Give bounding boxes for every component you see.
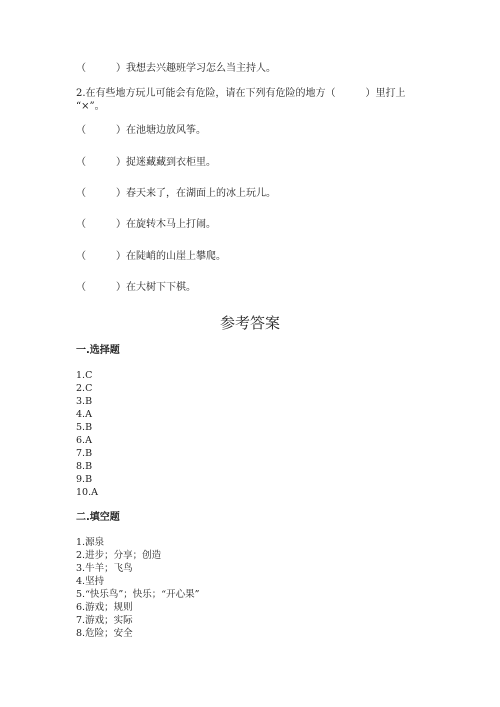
question-item-5: （ ）在陡峭的山崖上攀爬。 (76, 251, 226, 262)
answer-key-title: 参考答案 (219, 314, 280, 332)
question-item-3: （ ）春天来了，在湖面上的冰上玩儿。 (76, 188, 276, 199)
answer-fill-8: 8.危险；安全 (76, 628, 133, 639)
answer-choice-4: 4.A (76, 409, 92, 420)
answer-choice-10: 10.A (76, 487, 98, 498)
answer-fill-2: 2.进步；分享；创造 (76, 550, 162, 561)
answer-fill-7: 7.游戏；实际 (76, 615, 133, 626)
question-item-6: （ ）在大树下下棋。 (76, 282, 196, 293)
answer-fill-4: 4.坚持 (76, 576, 105, 587)
question-item-2: （ ）捉迷藏藏到衣柜里。 (76, 157, 216, 168)
answer-fill-1: 1.源泉 (76, 537, 105, 548)
question-item-4: （ ）在旋转木马上打闹。 (76, 219, 216, 230)
answer-choice-8: 8.B (76, 461, 93, 472)
answer-choice-1: 1.C (76, 370, 93, 381)
section-choice-heading: 一.选择题 (76, 345, 120, 356)
section-fill-heading: 二.填空题 (76, 512, 120, 523)
question-item-1: （ ）在池塘边放风筝。 (76, 125, 206, 136)
answer-choice-7: 7.B (76, 448, 93, 459)
answer-choice-9: 9.B (76, 474, 93, 485)
answer-fill-5: 5.“快乐鸟”；快乐；“开心果” (76, 589, 200, 600)
question-2-text: 2.在有些地方玩儿可能会有危险，请在下列有危险的地方（ ）里打上 (76, 88, 406, 99)
question-2-text-cont: “×”。 (76, 101, 105, 112)
answer-choice-3: 3.B (76, 396, 93, 407)
answer-choice-5: 5.B (76, 422, 93, 433)
answer-fill-3: 3.牛羊；飞鸟 (76, 563, 133, 574)
answer-choice-6: 6.A (76, 435, 92, 446)
answer-choice-2: 2.C (76, 383, 93, 394)
answer-fill-6: 6.游戏；规则 (76, 602, 133, 613)
question-item-prev: （ ）我想去兴趣班学习怎么当主持人。 (76, 63, 276, 74)
